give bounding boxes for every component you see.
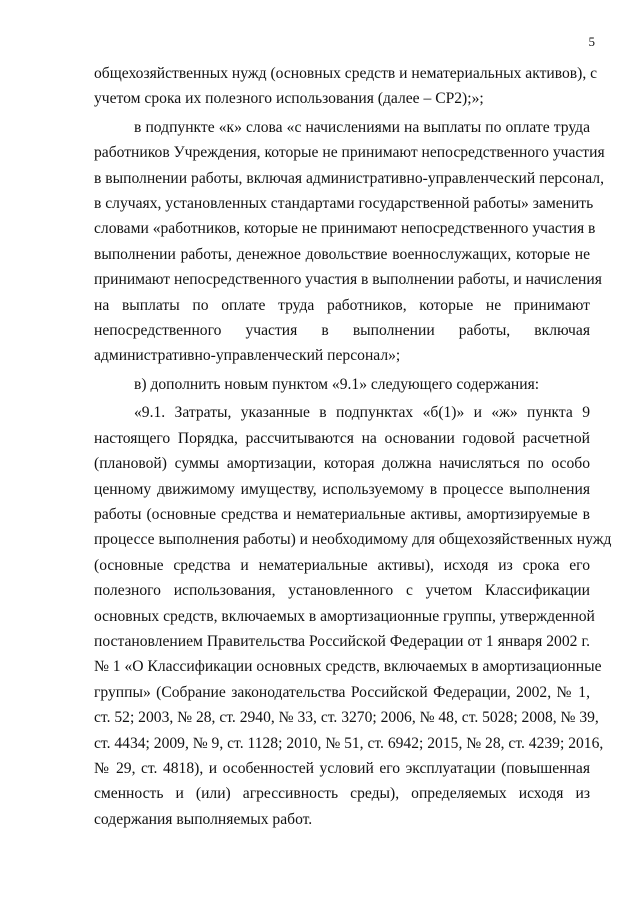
text-line: полезного использования, установленного с учетом Классификации (94, 582, 590, 600)
text-line: в выполнении работы, включая административно-управленческий персонал, (94, 169, 604, 187)
text-line: сменность и (или) агрессивность среды), определяемых исходя из (94, 785, 590, 803)
text-line: в случаях, установленных стандартами государственной работы» заменить (94, 195, 594, 213)
text-line: непосредственного участия в выполнении работы, включая (94, 322, 590, 340)
page-number: 5 (588, 34, 595, 49)
text-line: основных средств, включаемых в амортизационные группы, утвержденной (94, 607, 595, 625)
text-line: работников Учреждения, которые не принимают непосредственного участия (94, 144, 605, 162)
text-line: процессе выполнения работы) и необходимому для общехозяйственных нужд (94, 531, 612, 549)
text-line: выполнении работы, денежное довольствие военнослужащих, которые не (94, 245, 590, 263)
text-line: на выплаты по оплате труда работников, которые не принимают (94, 296, 590, 314)
text-line: общехозяйственных нужд (основных средств и нематериальных активов), с (94, 65, 598, 82)
text-line: ценному движимому имуществу, используемому в процессе выполнения (94, 480, 590, 498)
text-line: словами «работников, которые не принимают непосредственного участия в (94, 220, 596, 238)
text-line: № 1 «О Классификации основных средств, включаемых в амортизационные (94, 658, 602, 676)
text-line: содержания выполняемых работ. (94, 810, 313, 828)
text-line: «9.1. Затраты, указанные в подпунктах «б(1)» и «ж» пункта 9 (134, 404, 590, 422)
text-line: в подпункте «к» слова «с начислениями на выплаты по оплате труда (134, 118, 590, 136)
text-line: (плановой) суммы амортизации, которая должна начисляться по особо (94, 455, 590, 473)
text-line: работы (основные средства и нематериальные активы, амортизируемые в (94, 505, 590, 523)
text-line: постановлением Правительства Российской Федерации от 1 января 2002 г. (94, 632, 590, 650)
document-body (94, 61, 612, 832)
text-line: настоящего Порядка, рассчитываются на основании годовой расчетной (94, 429, 590, 447)
text-line: учетом срока их полезного использования (далее – СР2);»; (94, 90, 484, 108)
text-line: ст. 4434; 2009, № 9, ст. 1128; 2010, № 51, ст. 6942; 2015, № 28, ст. 4239; 2016, (94, 734, 604, 752)
text-line: административно-управленческий персонал»; (94, 347, 401, 365)
text-line: группы» (Собрание законодательства Российской Федерации, 2002, № 1, (94, 683, 590, 701)
text-line: № 29, ст. 4818), и особенностей условий его эксплуатации (повышенная (94, 759, 590, 777)
text-line: в) дополнить новым пунктом «9.1» следующего содержания: (134, 375, 540, 393)
text-line: принимают непосредственного участия в выполнении работы, и начисления (94, 271, 602, 289)
text-line: (основные средства и нематериальные активы), исходя из срока его (94, 556, 590, 574)
text-line: ст. 52; 2003, № 28, ст. 2940, № 33, ст. 3270; 2006, № 48, ст. 5028; 2008, № 39, (94, 709, 599, 727)
